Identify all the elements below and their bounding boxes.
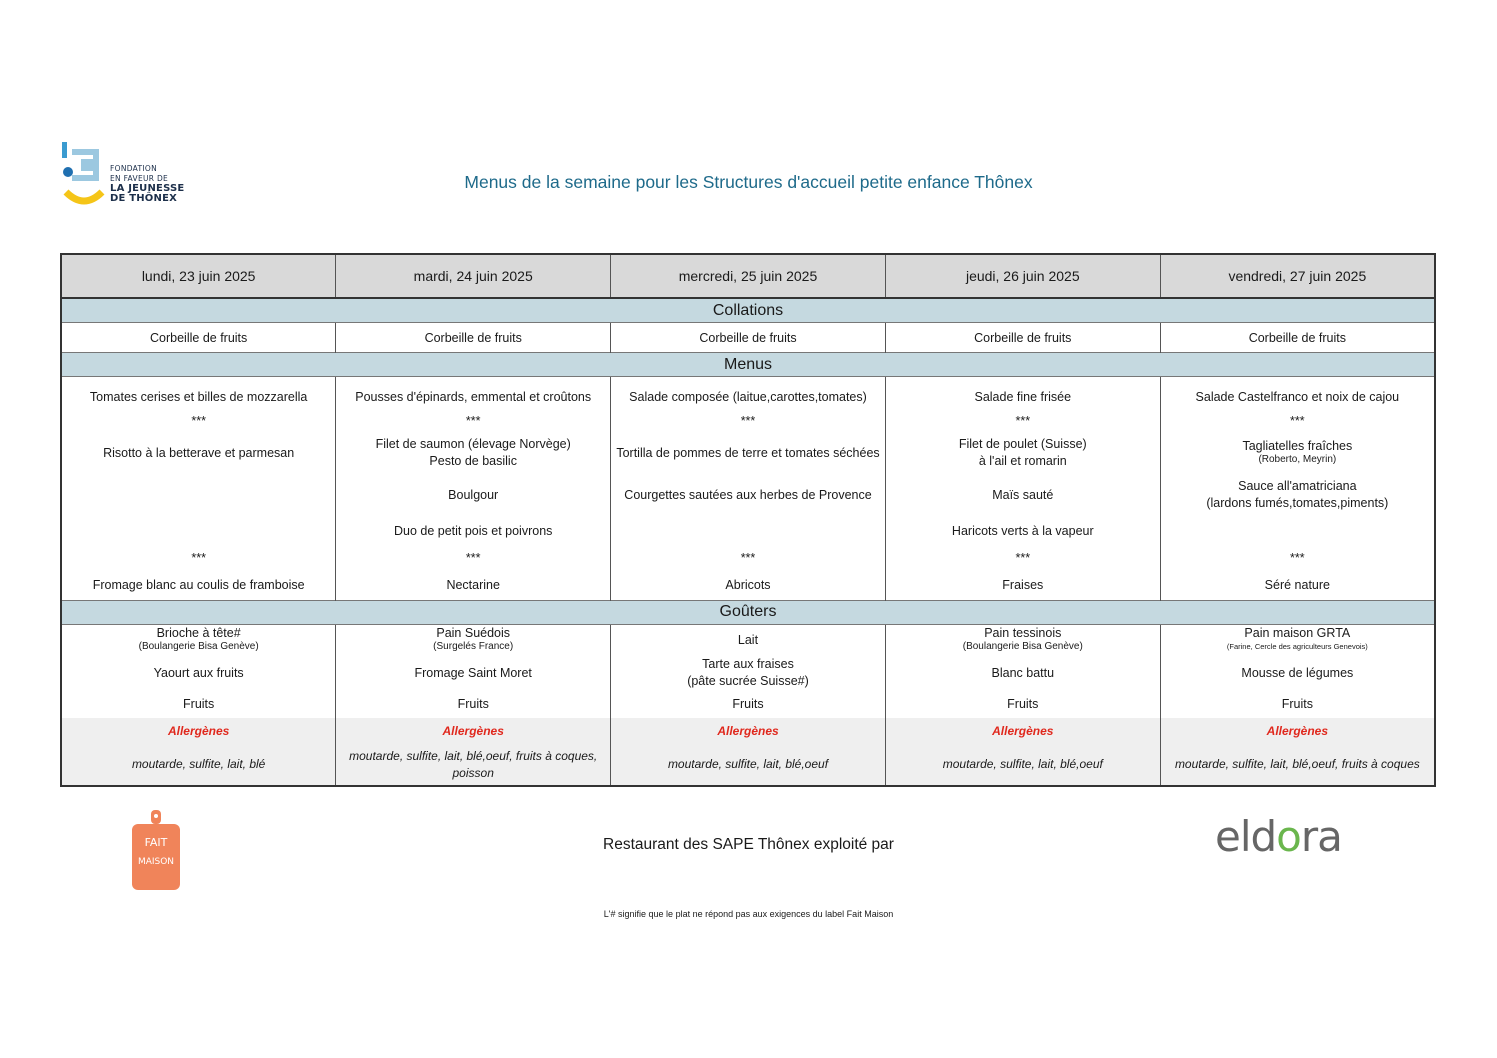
logo-line-3: LA JEUNESSE [110, 183, 185, 194]
allergen-list: moutarde, sulfite, lait, blé,oeuf [885, 744, 1160, 786]
day-header: mercredi, 25 juin 2025 [611, 254, 886, 298]
separator: *** [611, 546, 886, 570]
gouter-cell: Fruits [336, 690, 611, 718]
gouter-text-2: (pâte sucrée Suisse#) [687, 674, 809, 688]
plat-cell [336, 433, 611, 473]
separator: *** [1160, 409, 1435, 433]
gouter-row-1 [61, 624, 1435, 656]
separator: *** [61, 409, 336, 433]
collation-cell: Corbeille de fruits [1160, 323, 1435, 353]
accomp-cell: Boulgour [336, 473, 611, 516]
allergen-list: moutarde, sulfite, lait, blé,oeuf [611, 744, 886, 786]
gouter-cell: Fruits [61, 690, 336, 718]
plat-text-2: Pesto de basilic [429, 454, 517, 468]
separator: *** [336, 409, 611, 433]
logo-line-2: EN FAVEUR DE [110, 174, 169, 183]
gouter-supplier: (Boulangerie Bisa Genève) [962, 641, 1083, 653]
day-header: jeudi, 26 juin 2025 [885, 254, 1160, 298]
day-header: mardi, 24 juin 2025 [336, 254, 611, 298]
gouter-cell [1160, 624, 1435, 656]
plat-text: Risotto à la betterave et parmesan [103, 446, 295, 460]
plat-cell [61, 433, 336, 473]
allergen-list: moutarde, sulfite, lait, blé [61, 744, 336, 786]
entree-cell: Salade composée (laitue,carottes,tomates) [611, 385, 886, 409]
accomp2-cell [611, 516, 886, 546]
separator: *** [885, 546, 1160, 570]
eldora-part-1: eld [1215, 812, 1277, 861]
gouter-text: Brioche à tête# [156, 626, 241, 641]
entree-cell: Pousses d'épinards, emmental et croûtons [336, 385, 611, 409]
gouter-row-3 [61, 690, 1435, 718]
gouter-text: Lait [737, 633, 759, 648]
gouter-cell: Yaourt aux fruits [61, 656, 336, 690]
gouter-supplier: (Farine, Cercle des agriculteurs Genevois) [1226, 642, 1368, 652]
plat-text-2: à l'ail et romarin [978, 454, 1067, 468]
allergen-label-row [61, 718, 1435, 744]
accomp2-cell [1160, 516, 1435, 546]
separator: *** [611, 409, 886, 433]
gouter-cell [885, 624, 1160, 656]
plat-supplier: (Roberto, Meyrin) [1258, 454, 1337, 465]
plat-cell [611, 433, 886, 473]
accomp2-cell: Duo de petit pois et poivrons [336, 516, 611, 546]
allergen-list: moutarde, sulfite, lait, blé,oeuf, fruits à coques [1160, 744, 1435, 786]
collation-cell: Corbeille de fruits [611, 323, 886, 353]
allergen-list: moutarde, sulfite, lait, blé,oeuf, fruits à coques, poisson [336, 744, 611, 786]
separator: *** [61, 546, 336, 570]
gouter-supplier: (Surgelés France) [433, 641, 514, 653]
plat-cell [1160, 433, 1435, 473]
gouter-cell: Fromage Saint Moret [336, 656, 611, 690]
dessert-row [61, 570, 1435, 600]
allergen-label: Allergènes [1160, 718, 1435, 744]
fait-maison-line-1: FAIT [144, 836, 168, 849]
section-gouters: Goûters [61, 600, 1435, 624]
entree-row [61, 385, 1435, 409]
plat-cell [885, 433, 1160, 473]
separator-row [61, 409, 1435, 433]
accomp2-cell: Haricots verts à la vapeur [885, 516, 1160, 546]
weekly-menu-table [60, 253, 1436, 787]
allergen-label: Allergènes [61, 718, 336, 744]
logo-line-4: DE THÔNEX [110, 193, 178, 204]
gouter-cell [336, 624, 611, 656]
separator-row [61, 546, 1435, 570]
dessert-cell: Fraises [885, 570, 1160, 600]
dessert-cell: Séré nature [1160, 570, 1435, 600]
gouter-cell: Blanc battu [885, 656, 1160, 690]
page-title: Menus de la semaine pour les Structures d'accueil petite enfance Thônex [464, 172, 1033, 192]
separator: *** [885, 409, 1160, 433]
allergen-list-row [61, 744, 1435, 786]
gouter-row-2 [61, 656, 1435, 690]
gouter-text: Tarte aux fraises [702, 657, 794, 671]
logo-line-1: FONDATION [110, 164, 158, 173]
gouter-cell: Fruits [885, 690, 1160, 718]
accomp-text-2: (lardons fumés,tomates,piments) [1206, 495, 1389, 510]
day-header: vendredi, 27 juin 2025 [1160, 254, 1435, 298]
collation-cell: Corbeille de fruits [336, 323, 611, 353]
allergen-label: Allergènes [611, 718, 886, 744]
collations-row [61, 323, 1435, 353]
plat-row [61, 433, 1435, 473]
dessert-cell: Fromage blanc au coulis de framboise [61, 570, 336, 600]
accompagnement-2-row [61, 516, 1435, 546]
day-header: lundi, 23 juin 2025 [61, 254, 336, 298]
gouter-supplier: (Boulangerie Bisa Genève) [138, 641, 259, 653]
separator: *** [1160, 546, 1435, 570]
restaurant-operator-text: Restaurant des SAPE Thônex exploité par [603, 836, 894, 853]
accomp2-cell [61, 516, 336, 546]
fait-maison-line-2: MAISON [137, 857, 175, 867]
accompagnement-row [61, 473, 1435, 516]
plat-text: Filet de saumon (élevage Norvège) [375, 437, 571, 451]
gouter-cell [611, 656, 886, 690]
accomp-cell [1160, 473, 1435, 516]
gouter-cell [61, 624, 336, 656]
dessert-cell: Abricots [611, 570, 886, 600]
plat-text: Tortilla de pommes de terre et tomates séchées [616, 446, 880, 460]
separator: *** [336, 546, 611, 570]
collation-cell: Corbeille de fruits [61, 323, 336, 353]
fait-maison-footnote: L'# signifie que le plat ne répond pas aux exigences du label Fait Maison [603, 909, 894, 919]
accomp-cell [61, 473, 336, 516]
allergen-label: Allergènes [336, 718, 611, 744]
dessert-cell: Nectarine [336, 570, 611, 600]
gouter-text: Pain maison GRTA [1244, 626, 1351, 641]
eldora-part-2: ra [1300, 812, 1342, 861]
entree-cell: Salade fine frisée [885, 385, 1160, 409]
accomp-cell: Courgettes sautées aux herbes de Provence [611, 473, 886, 516]
gouter-text: Pain tessinois [984, 626, 1062, 641]
day-header-row [61, 254, 1435, 298]
entree-cell: Tomates cerises et billes de mozzarella [61, 385, 336, 409]
gouter-cell [611, 624, 886, 656]
collation-cell: Corbeille de fruits [885, 323, 1160, 353]
eldora-logo [1215, 812, 1342, 861]
gouter-cell: Mousse de légumes [1160, 656, 1435, 690]
entree-cell: Salade Castelfranco et noix de cajou [1160, 385, 1435, 409]
gouter-text: Pain Suédois [436, 626, 511, 641]
gouter-cell: Fruits [611, 690, 886, 718]
allergen-label: Allergènes [885, 718, 1160, 744]
section-collations: Collations [61, 298, 1435, 323]
accomp-cell: Maïs sauté [885, 473, 1160, 516]
eldora-o-mark: o [1276, 812, 1301, 861]
gouter-cell: Fruits [1160, 690, 1435, 718]
plat-text: Tagliatelles fraîches [1242, 439, 1353, 453]
plat-text: Filet de poulet (Suisse) [958, 437, 1087, 451]
section-menus: Menus [61, 353, 1435, 377]
accomp-text: Sauce all'amatriciana [1238, 478, 1357, 493]
